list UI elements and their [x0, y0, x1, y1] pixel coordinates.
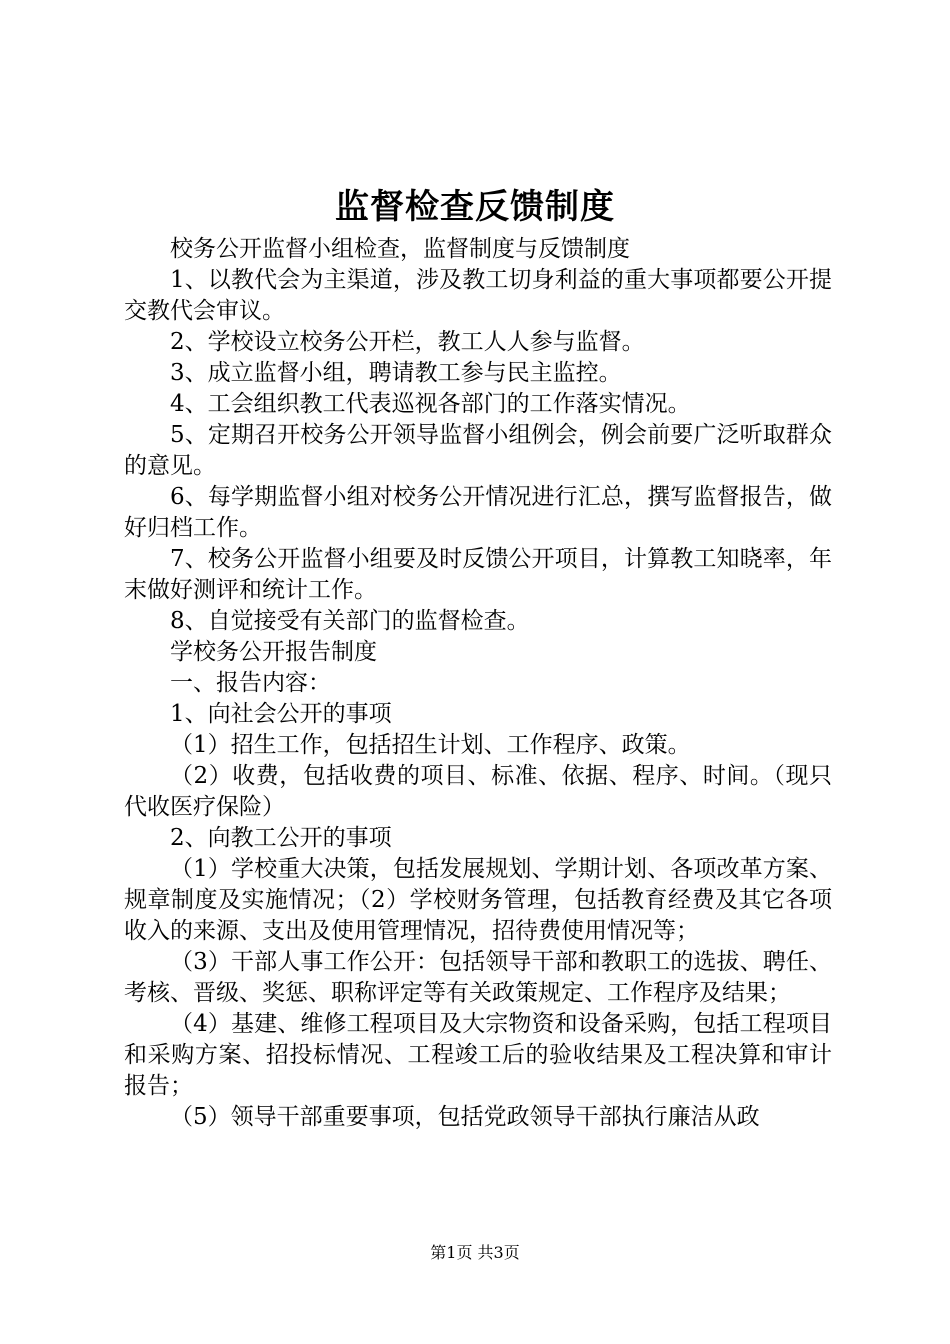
- paragraph: （1）学校重大决策，包括发展规划、学期计划、各项改革方案、规章制度及实施情况；（2）学校财务管理，包括教育经费及其它各项收入的来源、支出及使用管理情况，招待费使用情况等；: [124, 856, 832, 944]
- section-heading: 学校务公开报告制度: [170, 639, 377, 665]
- paragraph: 6、每学期监督小组对校务公开情况进行汇总，撰写监督报告，做好归档工作。: [124, 484, 832, 541]
- page-footer: 第1页 共3页: [430, 1243, 520, 1262]
- paragraph: 2、学校设立校务公开栏，教工人人参与监督。: [170, 329, 645, 355]
- paragraph: 7、校务公开监督小组要及时反馈公开项目，计算教工知晓率，年末做好测评和统计工作。: [124, 546, 832, 603]
- paragraph: （5）领导干部重要事项，包括党政领导干部执行廉洁从政: [170, 1104, 760, 1130]
- paragraph: （3）干部人事工作公开：包括领导干部和教职工的选拔、聘任、考核、晋级、奖惩、职称评定等有关政策规定、工作程序及结果；: [124, 949, 832, 1006]
- subsection-heading: 2、向教工公开的事项: [170, 825, 392, 851]
- paragraph: （1）招生工作，包括招生计划、工作程序、政策。: [170, 732, 691, 758]
- paragraph: （4）基建、维修工程项目及大宗物资和设备采购，包括工程项目和采购方案、招投标情况、工程竣工后的验收结果及工程决算和审计报告；: [124, 1011, 832, 1099]
- paragraph: 5、定期召开校务公开领导监督小组例会，例会前要广泛听取群众的意见。: [124, 422, 832, 479]
- paragraph: 8、自觉接受有关部门的监督检查。: [170, 608, 530, 634]
- document-title: 监督检查反馈制度: [335, 187, 615, 227]
- section-heading: 一、报告内容：: [170, 670, 331, 696]
- paragraph: 1、以教代会为主渠道，涉及教工切身利益的重大事项都要公开提交教代会审议。: [124, 267, 832, 324]
- subsection-heading: 1、向社会公开的事项: [170, 701, 392, 727]
- paragraph: （2）收费，包括收费的项目、标准、依据、程序、时间。（现只代收医疗保险）: [124, 763, 832, 820]
- paragraph: 4、工会组织教工代表巡视各部门的工作落实情况。: [170, 391, 691, 417]
- document-body: [124, 234, 832, 1133]
- paragraph: 3、成立监督小组，聘请教工参与民主监控。: [170, 360, 622, 386]
- paragraph: 校务公开监督小组检查，监督制度与反馈制度: [170, 236, 630, 262]
